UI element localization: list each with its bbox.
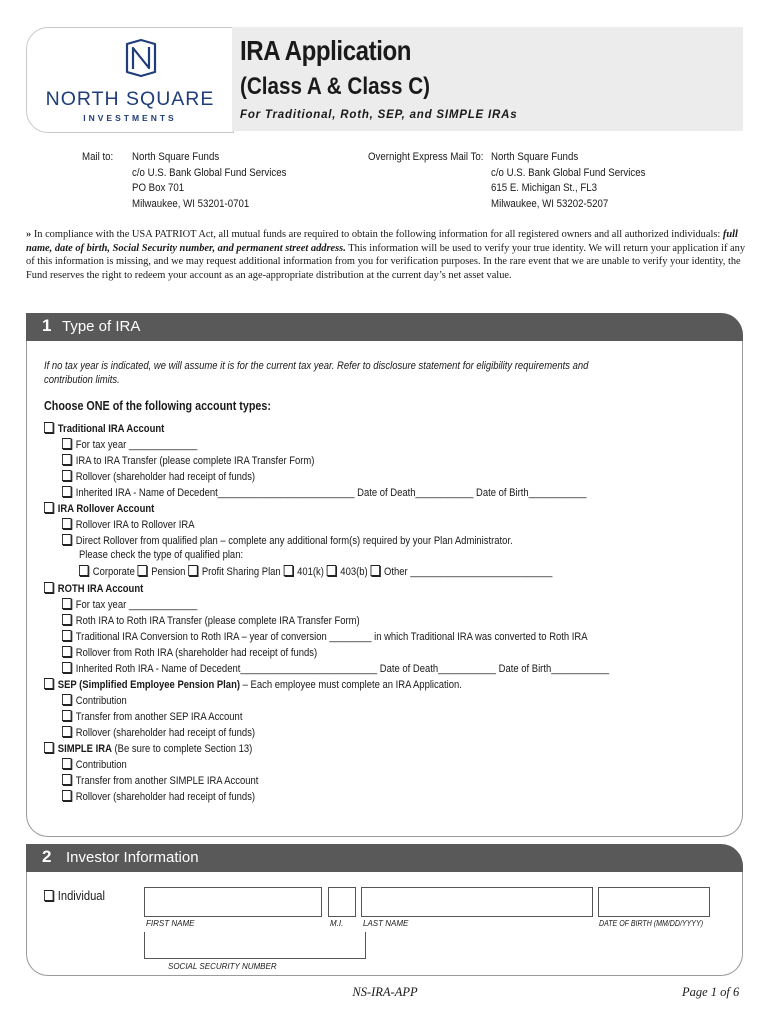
checkbox[interactable]: [44, 890, 53, 901]
plan-type-instruction: Please check the type of qualified plan:: [79, 549, 244, 561]
option-label: Rollover (shareholder had receipt of funds): [75, 471, 256, 483]
simple-ira-option[interactable]: [44, 742, 252, 755]
option-roth-conversion[interactable]: [62, 630, 588, 643]
overnight-mail-label: Overnight Express Mail To:: [368, 151, 484, 163]
ssn-label: SOCIAL SECURITY NUMBER: [168, 962, 277, 971]
notice-text: This information will be used to verify your true identity. We will return your application if any of this information is missing, and we may request additional information from you for verification purposes. In the rare event that we are unable to verify your identity, the Fund reserves the right to redeem your account as an age-appropriate distribution at the current day’s net asset value.: [26, 242, 746, 281]
checkbox[interactable]: [283, 565, 292, 576]
plan-type-options: [79, 565, 552, 578]
section-title: Investor Information: [66, 849, 199, 866]
plan-pension[interactable]: [137, 566, 185, 578]
section-number: 2: [42, 847, 52, 866]
checkbox[interactable]: [62, 438, 71, 449]
option-label: Transfer from another SEP IRA Account: [75, 711, 243, 723]
option-label: Traditional IRA Conversion to Roth IRA – year of conversion ________ in which Traditional IRA was converted to Roth IRA: [75, 631, 588, 643]
option-roth-transfer[interactable]: [62, 614, 360, 627]
checkbox[interactable]: [62, 758, 71, 769]
plan-corporate[interactable]: [79, 566, 135, 578]
option-direct-rollover[interactable]: [62, 534, 513, 547]
ssn-field[interactable]: [144, 932, 366, 959]
page-title: IRA Application: [240, 35, 412, 66]
checkbox[interactable]: [62, 694, 71, 705]
option-sep-contribution[interactable]: [62, 694, 127, 707]
option-label: ROTH IRA Account: [57, 583, 144, 595]
option-label: Roth IRA to Roth IRA Transfer (please complete IRA Transfer Form): [75, 615, 360, 627]
date-of-birth-field[interactable]: [598, 887, 710, 917]
page-subtitle: (Class A & Class C): [240, 73, 431, 100]
last-name-field[interactable]: [361, 887, 593, 917]
section-number: 1: [42, 316, 52, 335]
option-label: Inherited IRA - Name of Decedent__________________________ Date of Death___________ Date of Birth___________: [75, 487, 587, 499]
middle-initial-label: M.I.: [330, 919, 344, 928]
sep-ira-option[interactable]: [44, 678, 462, 691]
first-name-label: FIRST NAME: [146, 919, 195, 928]
option-label: Other ___________________________: [384, 566, 553, 578]
plan-401k[interactable]: [283, 566, 324, 578]
option-label: For tax year _____________: [75, 439, 198, 451]
first-name-field[interactable]: [144, 887, 322, 917]
address-line: Milwaukee, WI 53202-5207: [491, 197, 609, 210]
section-1-intro: If no tax year is indicated, we will assume it is for the current tax year. Refer to disclosure statement for eligibility requirements and: [44, 360, 589, 372]
option-roth-tax-year[interactable]: [62, 598, 197, 611]
mail-to-address: [132, 150, 286, 212]
checkbox[interactable]: [62, 710, 71, 721]
option-label: Pension: [151, 566, 186, 578]
option-rollover[interactable]: [62, 470, 255, 483]
checkbox[interactable]: [327, 565, 336, 576]
option-label: 403(b): [340, 566, 368, 578]
option-label: SIMPLE IRA: [57, 743, 112, 755]
option-simple-contribution[interactable]: [62, 758, 127, 771]
logo-subtitle: INVESTMENTS: [83, 113, 177, 123]
middle-initial-field[interactable]: [328, 887, 356, 917]
address-line: PO Box 701: [132, 182, 185, 194]
option-label: Individual: [57, 888, 106, 903]
checkbox[interactable]: [62, 790, 71, 801]
option-label: Contribution: [75, 759, 127, 771]
option-rollover-ira[interactable]: [62, 518, 195, 531]
option-label: Rollover (shareholder had receipt of funds): [75, 791, 256, 803]
checkbox[interactable]: [370, 565, 379, 576]
last-name-label: LAST NAME: [363, 919, 409, 928]
checkbox[interactable]: [188, 565, 197, 576]
form-code: NS-IRA-APP: [352, 985, 418, 999]
option-ira-transfer[interactable]: [62, 454, 314, 467]
option-label: Transfer from another SIMPLE IRA Account: [75, 775, 259, 787]
north-square-logo-icon: [119, 36, 163, 80]
checkbox[interactable]: [62, 454, 71, 465]
patriot-act-notice: [26, 228, 746, 282]
option-label: Contribution: [75, 695, 127, 707]
option-label: Profit Sharing Plan: [201, 566, 281, 578]
plan-profit-sharing[interactable]: [188, 566, 281, 578]
checkbox[interactable]: [62, 598, 71, 609]
option-label: Rollover (shareholder had receipt of funds): [75, 727, 256, 739]
option-label: Rollover IRA to Rollover IRA: [75, 519, 195, 531]
option-label: 401(k): [297, 566, 324, 578]
checkbox[interactable]: [44, 502, 53, 513]
mail-to-label: Mail to:: [82, 151, 114, 163]
checkbox[interactable]: [79, 565, 88, 576]
address-line: North Square Funds: [132, 151, 220, 163]
option-label: Inherited Roth IRA - Name of Decedent__________________________ Date of Death___________ Date of Birth___________: [75, 663, 610, 675]
chevron-marker-icon: »: [26, 229, 32, 240]
plan-403b[interactable]: [327, 566, 368, 578]
option-sep-transfer[interactable]: [62, 710, 242, 723]
checkbox[interactable]: [62, 630, 71, 641]
address-line: North Square Funds: [491, 151, 579, 163]
option-sep-rollover[interactable]: [62, 726, 255, 739]
checkbox[interactable]: [44, 422, 53, 433]
checkbox[interactable]: [62, 726, 71, 737]
notice-text: In compliance with the USA PATRIOT Act, all mutual funds are required to obtain the following information for all registered owners and all authorized individuals:: [33, 229, 723, 240]
notice-bold-text: full name, date of birth, Social Security number, and permanent street address.: [26, 229, 738, 254]
option-simple-rollover[interactable]: [62, 790, 255, 803]
section-1-intro: contribution limits.: [44, 374, 120, 386]
roth-ira-option[interactable]: [44, 582, 143, 595]
option-label: For tax year _____________: [75, 599, 198, 611]
address-line: c/o U.S. Bank Global Fund Services: [491, 166, 646, 179]
option-label: Corporate: [92, 566, 135, 578]
option-note: – Each employee must complete an IRA Application.: [239, 679, 462, 691]
section-2-header: [26, 844, 743, 872]
checkbox[interactable]: [62, 518, 71, 529]
checkbox[interactable]: [62, 534, 71, 545]
checkbox[interactable]: [44, 582, 53, 593]
address-line: Milwaukee, WI 53201-0701: [132, 197, 250, 210]
option-tax-year[interactable]: [62, 438, 197, 451]
option-roth-rollover[interactable]: [62, 646, 317, 659]
checkbox[interactable]: [62, 470, 71, 481]
page-tagline: For Traditional, Roth, SEP, and SIMPLE IRAs: [240, 109, 518, 121]
checkbox[interactable]: [62, 614, 71, 625]
checkbox[interactable]: [62, 774, 71, 785]
title-block: [232, 27, 743, 131]
checkbox[interactable]: [62, 662, 71, 673]
option-inherited-ira[interactable]: [62, 486, 586, 499]
checkbox[interactable]: [62, 646, 71, 657]
option-label: Direct Rollover from qualified plan – complete any additional form(s) required by your Plan Administrator.: [75, 535, 513, 547]
overnight-mail-address: [491, 150, 645, 212]
date-of-birth-label: DATE OF BIRTH (MM/DD/YYYY): [599, 919, 704, 928]
checkbox[interactable]: [62, 486, 71, 497]
option-simple-transfer[interactable]: [62, 774, 258, 787]
checkbox[interactable]: [44, 742, 53, 753]
logo-name: NORTH SQUARE: [45, 88, 215, 110]
checkbox[interactable]: [44, 678, 53, 689]
option-label: IRA Rollover Account: [57, 503, 155, 515]
checkbox[interactable]: [137, 565, 146, 576]
ira-rollover-option[interactable]: [44, 502, 154, 515]
individual-option[interactable]: [44, 888, 105, 903]
option-inherited-roth[interactable]: [62, 662, 609, 675]
option-label: SEP (Simplified Employee Pension Plan): [57, 679, 240, 691]
address-line: c/o U.S. Bank Global Fund Services: [132, 166, 287, 179]
address-line: 615 E. Michigan St., FL3: [491, 182, 597, 194]
traditional-ira-option[interactable]: [44, 422, 164, 435]
plan-other[interactable]: [370, 566, 552, 578]
section-title: Type of IRA: [62, 318, 141, 335]
logo: [26, 27, 234, 133]
section-1-header: [26, 313, 743, 341]
option-label: IRA to IRA Transfer (please complete IRA Transfer Form): [75, 455, 315, 467]
option-label: Rollover from Roth IRA (shareholder had receipt of funds): [75, 647, 318, 659]
choose-heading: Choose ONE of the following account types:: [44, 399, 271, 413]
option-note: (Be sure to complete Section 13): [111, 743, 253, 755]
page-number: Page 1 of 6: [682, 985, 740, 999]
option-label: Traditional IRA Account: [57, 423, 165, 435]
